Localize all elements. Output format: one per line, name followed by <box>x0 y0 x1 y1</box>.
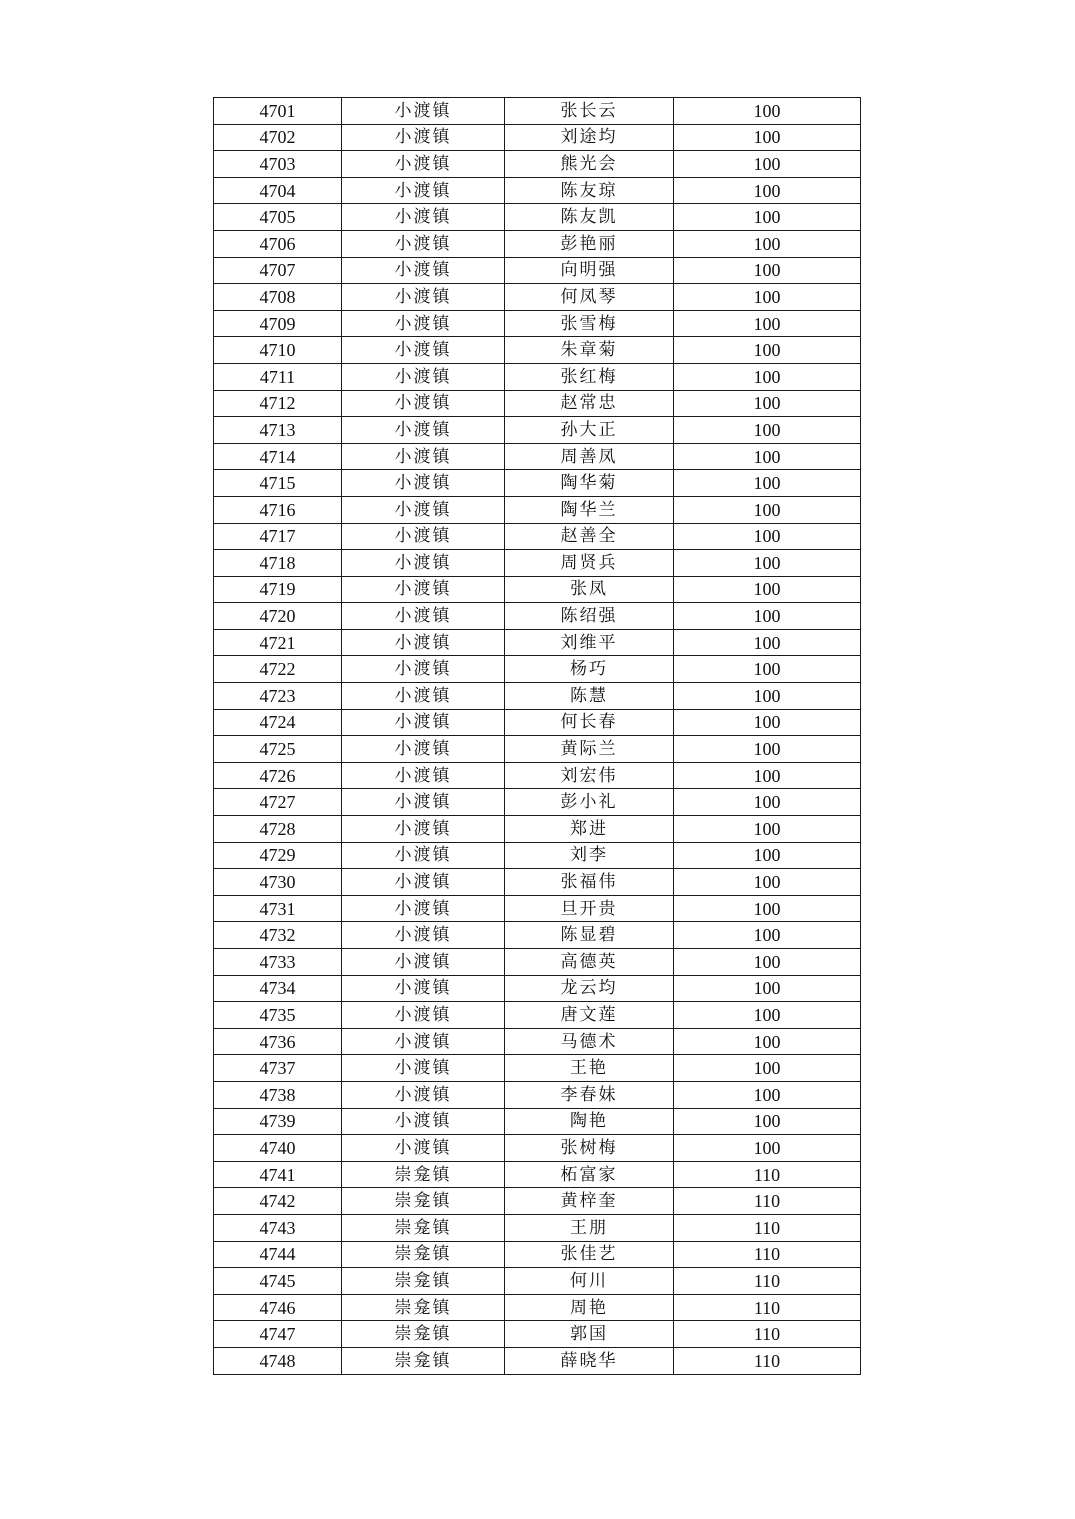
town-cell: 小渡镇 <box>342 975 505 1002</box>
person-name-cell: 何凤琴 <box>505 284 674 311</box>
table-row <box>214 496 861 523</box>
table-row <box>214 1214 861 1241</box>
row-number-cell: 4713 <box>214 417 342 444</box>
person-name-cell: 周贤兵 <box>505 550 674 577</box>
amount-cell: 100 <box>674 363 861 390</box>
row-number-cell: 4740 <box>214 1135 342 1162</box>
town-cell: 小渡镇 <box>342 762 505 789</box>
table-row <box>214 1347 861 1374</box>
person-name-cell: 薛晓华 <box>505 1347 674 1374</box>
table-row <box>214 1321 861 1348</box>
row-number-cell: 4737 <box>214 1055 342 1082</box>
amount-cell: 100 <box>674 789 861 816</box>
row-number-cell: 4732 <box>214 922 342 949</box>
town-cell: 小渡镇 <box>342 257 505 284</box>
amount-cell: 100 <box>674 177 861 204</box>
amount-cell: 100 <box>674 949 861 976</box>
table-row <box>214 470 861 497</box>
table-row <box>214 443 861 470</box>
table-row <box>214 949 861 976</box>
table-row <box>214 709 861 736</box>
person-name-cell: 张佳艺 <box>505 1241 674 1268</box>
row-number-cell: 4718 <box>214 550 342 577</box>
row-number-cell: 4745 <box>214 1268 342 1295</box>
amount-cell: 100 <box>674 550 861 577</box>
person-name-cell: 李春妹 <box>505 1081 674 1108</box>
amount-cell: 100 <box>674 762 861 789</box>
row-number-cell: 4710 <box>214 337 342 364</box>
amount-cell: 100 <box>674 443 861 470</box>
amount-cell: 100 <box>674 603 861 630</box>
amount-cell: 100 <box>674 470 861 497</box>
person-name-cell: 刘李 <box>505 842 674 869</box>
amount-cell: 110 <box>674 1161 861 1188</box>
amount-cell: 110 <box>674 1241 861 1268</box>
row-number-cell: 4702 <box>214 124 342 151</box>
amount-cell: 100 <box>674 390 861 417</box>
town-cell: 崇龛镇 <box>342 1161 505 1188</box>
row-number-cell: 4731 <box>214 895 342 922</box>
town-cell: 小渡镇 <box>342 1081 505 1108</box>
amount-cell: 100 <box>674 709 861 736</box>
table-row <box>214 177 861 204</box>
town-cell: 小渡镇 <box>342 736 505 763</box>
row-number-cell: 4742 <box>214 1188 342 1215</box>
row-number-cell: 4728 <box>214 816 342 843</box>
amount-cell: 110 <box>674 1188 861 1215</box>
row-number-cell: 4721 <box>214 629 342 656</box>
person-name-cell: 陶华菊 <box>505 470 674 497</box>
town-cell: 小渡镇 <box>342 523 505 550</box>
row-number-cell: 4733 <box>214 949 342 976</box>
person-name-cell: 向明强 <box>505 257 674 284</box>
table-row <box>214 656 861 683</box>
table-row <box>214 204 861 231</box>
amount-cell: 100 <box>674 895 861 922</box>
amount-cell: 100 <box>674 842 861 869</box>
table-row <box>214 842 861 869</box>
town-cell: 小渡镇 <box>342 576 505 603</box>
table-row <box>214 1241 861 1268</box>
table-row <box>214 1294 861 1321</box>
town-cell: 崇龛镇 <box>342 1268 505 1295</box>
town-cell: 崇龛镇 <box>342 1347 505 1374</box>
town-cell: 小渡镇 <box>342 177 505 204</box>
row-number-cell: 4704 <box>214 177 342 204</box>
town-cell: 小渡镇 <box>342 1028 505 1055</box>
town-cell: 小渡镇 <box>342 496 505 523</box>
row-number-cell: 4730 <box>214 869 342 896</box>
row-number-cell: 4719 <box>214 576 342 603</box>
amount-cell: 100 <box>674 230 861 257</box>
town-cell: 小渡镇 <box>342 842 505 869</box>
amount-cell: 100 <box>674 310 861 337</box>
town-cell: 小渡镇 <box>342 417 505 444</box>
town-cell: 小渡镇 <box>342 98 505 125</box>
person-name-cell: 王朋 <box>505 1214 674 1241</box>
person-name-cell: 郭国 <box>505 1321 674 1348</box>
row-number-cell: 4726 <box>214 762 342 789</box>
person-name-cell: 陈显碧 <box>505 922 674 949</box>
town-cell: 小渡镇 <box>342 683 505 710</box>
table-row <box>214 922 861 949</box>
table-row <box>214 816 861 843</box>
table-row <box>214 895 861 922</box>
table-row <box>214 576 861 603</box>
row-number-cell: 4701 <box>214 98 342 125</box>
town-cell: 小渡镇 <box>342 922 505 949</box>
row-number-cell: 4724 <box>214 709 342 736</box>
table-row <box>214 1135 861 1162</box>
table-row <box>214 1055 861 1082</box>
town-cell: 崇龛镇 <box>342 1241 505 1268</box>
person-name-cell: 陈友凯 <box>505 204 674 231</box>
row-number-cell: 4709 <box>214 310 342 337</box>
person-name-cell: 高德英 <box>505 949 674 976</box>
town-cell: 小渡镇 <box>342 151 505 178</box>
row-number-cell: 4707 <box>214 257 342 284</box>
roster-table <box>213 97 861 1375</box>
amount-cell: 110 <box>674 1321 861 1348</box>
row-number-cell: 4715 <box>214 470 342 497</box>
amount-cell: 100 <box>674 1028 861 1055</box>
amount-cell: 100 <box>674 124 861 151</box>
row-number-cell: 4727 <box>214 789 342 816</box>
table-row <box>214 869 861 896</box>
town-cell: 崇龛镇 <box>342 1214 505 1241</box>
row-number-cell: 4741 <box>214 1161 342 1188</box>
table-row <box>214 257 861 284</box>
amount-cell: 100 <box>674 736 861 763</box>
town-cell: 小渡镇 <box>342 1055 505 1082</box>
amount-cell: 100 <box>674 98 861 125</box>
person-name-cell: 张树梅 <box>505 1135 674 1162</box>
table-row <box>214 789 861 816</box>
amount-cell: 100 <box>674 629 861 656</box>
town-cell: 小渡镇 <box>342 443 505 470</box>
town-cell: 小渡镇 <box>342 230 505 257</box>
person-name-cell: 龙云均 <box>505 975 674 1002</box>
row-number-cell: 4736 <box>214 1028 342 1055</box>
amount-cell: 100 <box>674 496 861 523</box>
table-row <box>214 762 861 789</box>
person-name-cell: 陈慧 <box>505 683 674 710</box>
table-row <box>214 1028 861 1055</box>
person-name-cell: 彭小礼 <box>505 789 674 816</box>
row-number-cell: 4703 <box>214 151 342 178</box>
table-row <box>214 337 861 364</box>
person-name-cell: 陈友琼 <box>505 177 674 204</box>
person-name-cell: 杨巧 <box>505 656 674 683</box>
town-cell: 小渡镇 <box>342 337 505 364</box>
row-number-cell: 4738 <box>214 1081 342 1108</box>
town-cell: 崇龛镇 <box>342 1294 505 1321</box>
person-name-cell: 黄梓奎 <box>505 1188 674 1215</box>
table-row <box>214 1002 861 1029</box>
town-cell: 小渡镇 <box>342 1108 505 1135</box>
amount-cell: 100 <box>674 816 861 843</box>
amount-cell: 110 <box>674 1268 861 1295</box>
amount-cell: 100 <box>674 284 861 311</box>
person-name-cell: 熊光会 <box>505 151 674 178</box>
row-number-cell: 4717 <box>214 523 342 550</box>
table-row <box>214 284 861 311</box>
person-name-cell: 何川 <box>505 1268 674 1295</box>
person-name-cell: 赵善全 <box>505 523 674 550</box>
town-cell: 小渡镇 <box>342 709 505 736</box>
amount-cell: 100 <box>674 1135 861 1162</box>
amount-cell: 110 <box>674 1294 861 1321</box>
person-name-cell: 陶华兰 <box>505 496 674 523</box>
town-cell: 小渡镇 <box>342 816 505 843</box>
person-name-cell: 赵常忠 <box>505 390 674 417</box>
town-cell: 小渡镇 <box>342 895 505 922</box>
table-row <box>214 390 861 417</box>
table-row <box>214 310 861 337</box>
row-number-cell: 4723 <box>214 683 342 710</box>
table-row <box>214 550 861 577</box>
town-cell: 崇龛镇 <box>342 1321 505 1348</box>
row-number-cell: 4705 <box>214 204 342 231</box>
town-cell: 小渡镇 <box>342 656 505 683</box>
table-row <box>214 1161 861 1188</box>
row-number-cell: 4743 <box>214 1214 342 1241</box>
table-row <box>214 1108 861 1135</box>
town-cell: 小渡镇 <box>342 869 505 896</box>
person-name-cell: 柘富家 <box>505 1161 674 1188</box>
table-row <box>214 1081 861 1108</box>
town-cell: 小渡镇 <box>342 603 505 630</box>
town-cell: 小渡镇 <box>342 310 505 337</box>
amount-cell: 100 <box>674 257 861 284</box>
table-row <box>214 230 861 257</box>
row-number-cell: 4714 <box>214 443 342 470</box>
person-name-cell: 陈绍强 <box>505 603 674 630</box>
table-row <box>214 151 861 178</box>
town-cell: 小渡镇 <box>342 390 505 417</box>
table-row <box>214 629 861 656</box>
row-number-cell: 4725 <box>214 736 342 763</box>
amount-cell: 100 <box>674 1108 861 1135</box>
row-number-cell: 4735 <box>214 1002 342 1029</box>
person-name-cell: 马德术 <box>505 1028 674 1055</box>
person-name-cell: 朱章菊 <box>505 337 674 364</box>
row-number-cell: 4708 <box>214 284 342 311</box>
person-name-cell: 郑进 <box>505 816 674 843</box>
table-row <box>214 975 861 1002</box>
row-number-cell: 4739 <box>214 1108 342 1135</box>
town-cell: 小渡镇 <box>342 949 505 976</box>
person-name-cell: 唐文莲 <box>505 1002 674 1029</box>
row-number-cell: 4720 <box>214 603 342 630</box>
person-name-cell: 彭艳丽 <box>505 230 674 257</box>
amount-cell: 110 <box>674 1214 861 1241</box>
row-number-cell: 4747 <box>214 1321 342 1348</box>
person-name-cell: 刘维平 <box>505 629 674 656</box>
row-number-cell: 4722 <box>214 656 342 683</box>
table-row <box>214 363 861 390</box>
row-number-cell: 4748 <box>214 1347 342 1374</box>
amount-cell: 100 <box>674 417 861 444</box>
person-name-cell: 周艳 <box>505 1294 674 1321</box>
roster-table-body <box>214 98 861 1375</box>
person-name-cell: 王艳 <box>505 1055 674 1082</box>
person-name-cell: 张凤 <box>505 576 674 603</box>
person-name-cell: 刘途均 <box>505 124 674 151</box>
amount-cell: 100 <box>674 869 861 896</box>
amount-cell: 100 <box>674 975 861 1002</box>
row-number-cell: 4746 <box>214 1294 342 1321</box>
amount-cell: 100 <box>674 337 861 364</box>
row-number-cell: 4716 <box>214 496 342 523</box>
row-number-cell: 4712 <box>214 390 342 417</box>
town-cell: 小渡镇 <box>342 789 505 816</box>
town-cell: 小渡镇 <box>342 124 505 151</box>
person-name-cell: 陶艳 <box>505 1108 674 1135</box>
amount-cell: 100 <box>674 204 861 231</box>
town-cell: 小渡镇 <box>342 1002 505 1029</box>
town-cell: 崇龛镇 <box>342 1188 505 1215</box>
amount-cell: 110 <box>674 1347 861 1374</box>
person-name-cell: 张红梅 <box>505 363 674 390</box>
row-number-cell: 4734 <box>214 975 342 1002</box>
town-cell: 小渡镇 <box>342 204 505 231</box>
person-name-cell: 张雪梅 <box>505 310 674 337</box>
table-row <box>214 1188 861 1215</box>
person-name-cell: 黄际兰 <box>505 736 674 763</box>
row-number-cell: 4729 <box>214 842 342 869</box>
row-number-cell: 4711 <box>214 363 342 390</box>
amount-cell: 100 <box>674 656 861 683</box>
town-cell: 小渡镇 <box>342 470 505 497</box>
amount-cell: 100 <box>674 1081 861 1108</box>
table-row <box>214 736 861 763</box>
table-row <box>214 98 861 125</box>
amount-cell: 100 <box>674 151 861 178</box>
amount-cell: 100 <box>674 1002 861 1029</box>
person-name-cell: 张长云 <box>505 98 674 125</box>
person-name-cell: 张福伟 <box>505 869 674 896</box>
table-row <box>214 603 861 630</box>
amount-cell: 100 <box>674 523 861 550</box>
table-row <box>214 417 861 444</box>
person-name-cell: 何长春 <box>505 709 674 736</box>
person-name-cell: 周善凤 <box>505 443 674 470</box>
person-name-cell: 刘宏伟 <box>505 762 674 789</box>
town-cell: 小渡镇 <box>342 550 505 577</box>
row-number-cell: 4706 <box>214 230 342 257</box>
table-row <box>214 523 861 550</box>
amount-cell: 100 <box>674 1055 861 1082</box>
amount-cell: 100 <box>674 683 861 710</box>
amount-cell: 100 <box>674 922 861 949</box>
table-row <box>214 124 861 151</box>
person-name-cell: 孙大正 <box>505 417 674 444</box>
town-cell: 小渡镇 <box>342 363 505 390</box>
town-cell: 小渡镇 <box>342 284 505 311</box>
town-cell: 小渡镇 <box>342 629 505 656</box>
person-name-cell: 旦开贵 <box>505 895 674 922</box>
amount-cell: 100 <box>674 576 861 603</box>
row-number-cell: 4744 <box>214 1241 342 1268</box>
table-row <box>214 1268 861 1295</box>
town-cell: 小渡镇 <box>342 1135 505 1162</box>
table-row <box>214 683 861 710</box>
